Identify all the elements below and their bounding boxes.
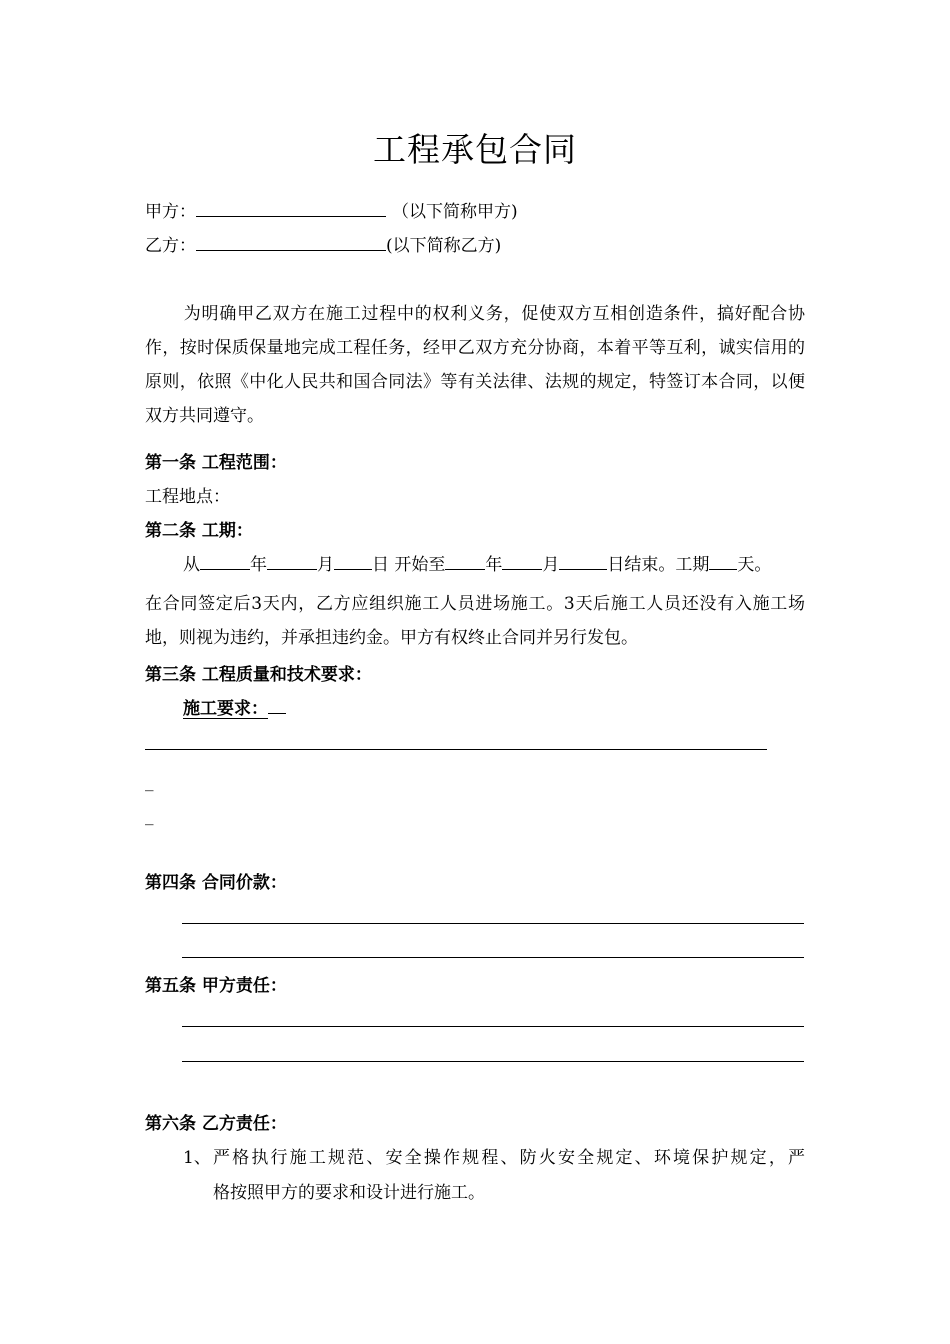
duration-blank[interactable] bbox=[709, 555, 737, 570]
article4-line-2[interactable] bbox=[182, 957, 804, 958]
article1-heading: 第一条 工程范围： bbox=[145, 453, 287, 473]
end-month-blank[interactable] bbox=[502, 555, 542, 570]
start-year-label: 年 bbox=[250, 555, 267, 575]
party-b-row bbox=[145, 236, 501, 256]
duration-label: 天。 bbox=[737, 555, 772, 575]
party-a-blank[interactable] bbox=[196, 202, 386, 217]
end-day-blank[interactable] bbox=[559, 555, 607, 570]
article1-location: 工程地点： bbox=[145, 487, 230, 507]
article3-dash-1: _ bbox=[145, 772, 154, 792]
party-a-label: 甲方： bbox=[145, 202, 196, 222]
article2-body: 在合同签定后3天内，乙方应组织施工人员进场施工。3天后施工人员还没有入施工场地，则视为违约，并承担违约金。甲方有权终止合同并另行发包。 bbox=[145, 594, 805, 648]
article2-from: 从 bbox=[183, 555, 200, 575]
start-month-blank[interactable] bbox=[267, 555, 317, 570]
article6-item1-line1: 严格执行施工规范、安全操作规程、防火安全规定、环境保护规定，严 bbox=[213, 1148, 805, 1168]
party-b-blank[interactable] bbox=[196, 236, 386, 251]
article5-line-1[interactable] bbox=[182, 1026, 804, 1027]
article3-subheading bbox=[183, 699, 286, 719]
article3-subheading-text: 施工要求： bbox=[183, 699, 268, 719]
article3-dash-2: _ bbox=[145, 806, 154, 826]
article5-line-2[interactable] bbox=[182, 1061, 804, 1062]
start-day-blank[interactable] bbox=[334, 555, 372, 570]
start-year-blank[interactable] bbox=[200, 555, 250, 570]
end-year-label: 年 bbox=[485, 555, 503, 575]
article2-date-row bbox=[183, 555, 771, 575]
preamble-text: 为明确甲乙双方在施工过程中的权利义务，促使双方互相创造条件，搞好配合协作，按时保质保量地完成工程任务，经甲乙双方充分协商，本着平等互利，诚实信用的原则，依照《中化人民共和国合同法》等有关法律、法规的规定，特签订本合同，以便双方共同遵守。 bbox=[145, 304, 805, 426]
party-a-row bbox=[145, 202, 518, 222]
article6-item1-line2: 格按照甲方的要求和设计进行施工。 bbox=[213, 1183, 485, 1203]
party-b-note: (以下简称乙方) bbox=[386, 236, 502, 256]
article2-heading: 第二条 工期： bbox=[145, 521, 253, 541]
party-a-note: （以下简称甲方) bbox=[392, 202, 518, 222]
end-year-blank[interactable] bbox=[445, 555, 485, 570]
page-title: 工程承包合同 bbox=[373, 130, 577, 169]
article4-heading: 第四条 合同价款： bbox=[145, 873, 287, 893]
end-month-label: 月 bbox=[542, 555, 560, 575]
start-month-label: 月 bbox=[317, 555, 334, 575]
start-day-label: 日 开始至 bbox=[372, 555, 446, 575]
article6-heading: 第六条 乙方责任： bbox=[145, 1114, 287, 1134]
article4-line-1[interactable] bbox=[182, 923, 804, 924]
preamble-paragraph bbox=[145, 297, 805, 433]
article5-heading: 第五条 甲方责任： bbox=[145, 976, 287, 996]
end-day-label: 日结束。工期 bbox=[607, 555, 710, 575]
article3-heading: 第三条 工程质量和技术要求： bbox=[145, 665, 372, 685]
party-b-label: 乙方： bbox=[145, 236, 196, 256]
article3-line[interactable] bbox=[145, 749, 767, 750]
article6-item1-number: 1、 bbox=[183, 1148, 211, 1168]
